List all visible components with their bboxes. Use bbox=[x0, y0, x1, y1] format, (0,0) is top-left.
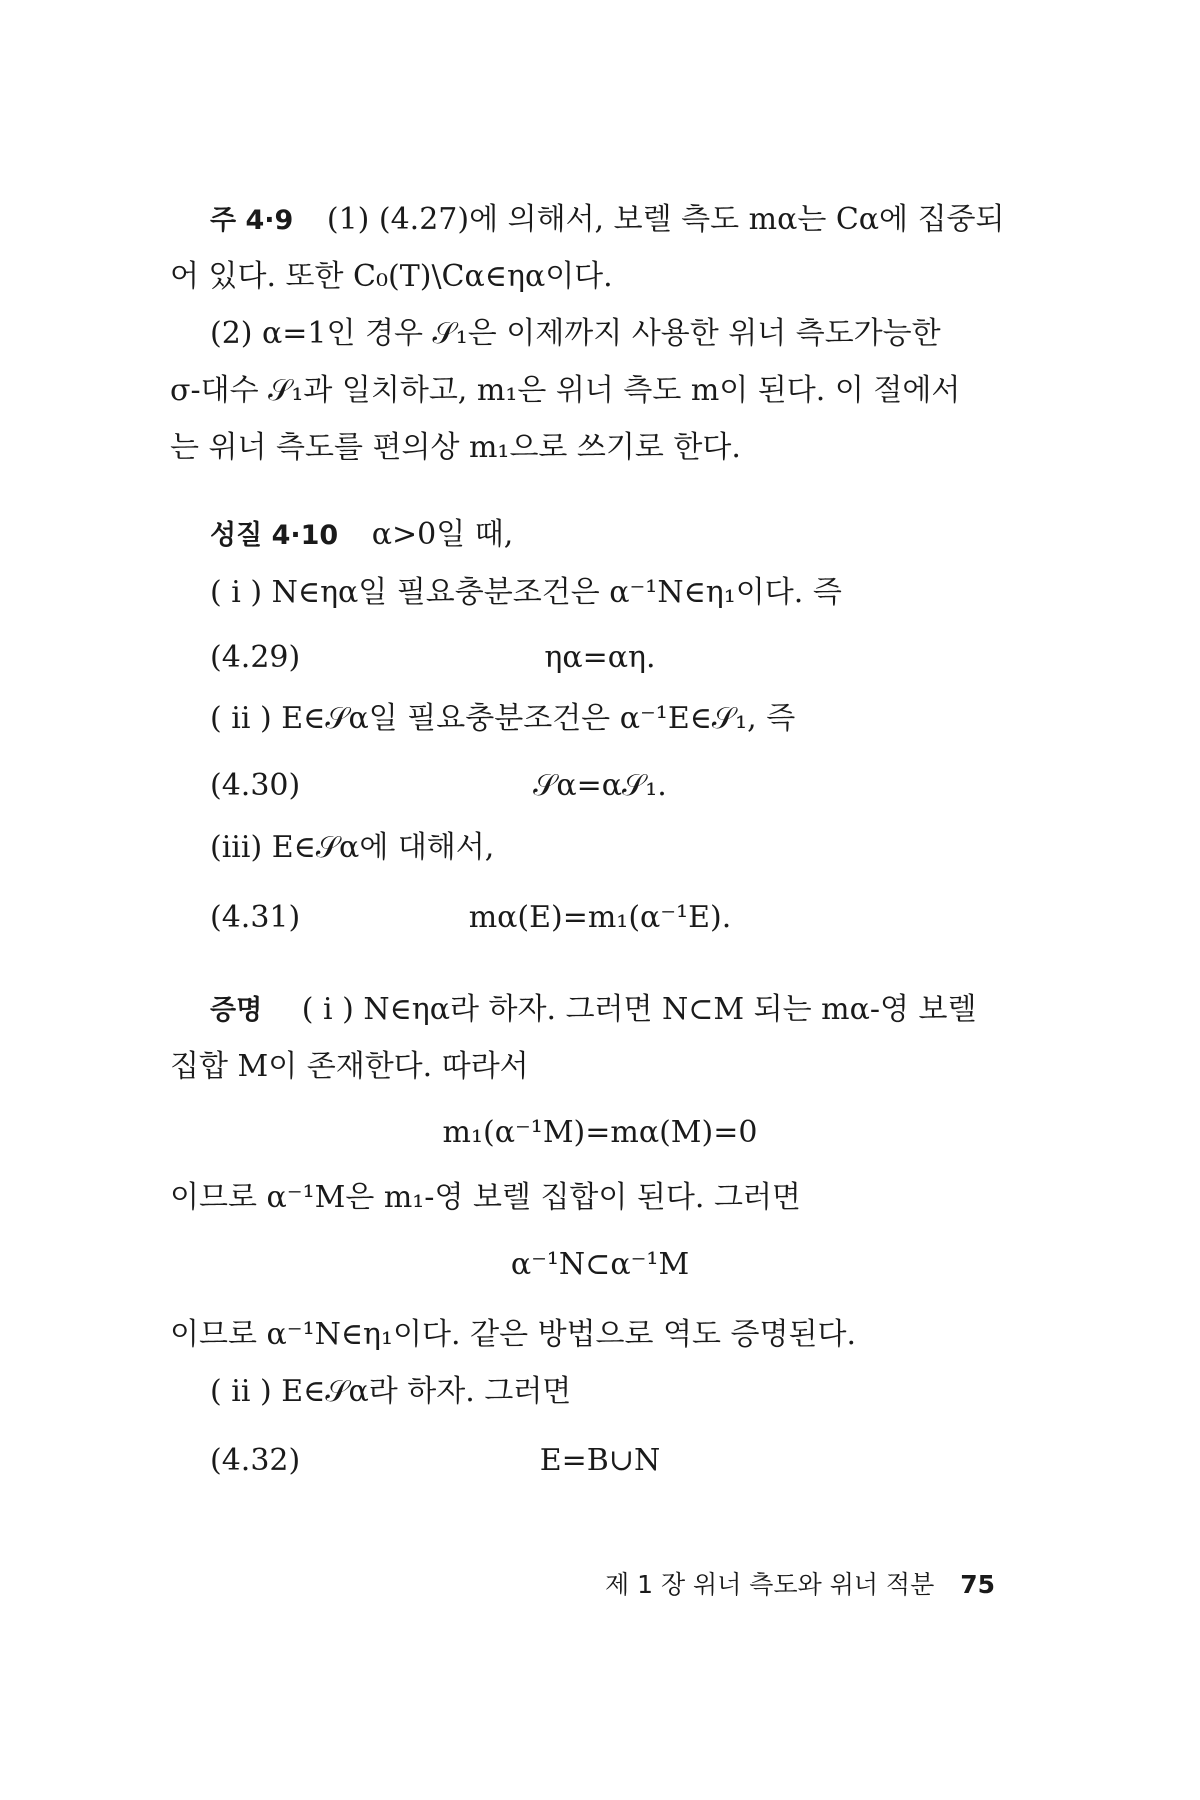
proof-line-4: 이므로 α⁻¹N∈η₁이다. 같은 방법으로 역도 증명된다. bbox=[170, 1317, 856, 1352]
equation-number: (4.31) bbox=[210, 900, 301, 935]
equation-4-30 bbox=[0, 768, 1200, 808]
remark-text-1: (1) (4.27)에 의해서, 보렐 측도 mα는 Cα에 집중되 bbox=[326, 202, 1005, 237]
chapter-title: 제 1 장 위너 측도와 위너 적분 bbox=[605, 1570, 935, 1599]
equation-body: ηα=αη. bbox=[544, 640, 656, 675]
proof-text-1: ( i ) N∈ηα라 하자. 그러면 N⊂M 되는 mα-영 보렐 bbox=[301, 992, 977, 1027]
equation-body: E=B∪N bbox=[539, 1443, 661, 1478]
proof-line-1 bbox=[210, 992, 977, 1027]
proof-label: 증명 bbox=[210, 995, 263, 1026]
remark-label: 주 4·9 bbox=[210, 205, 294, 236]
proof-line-3: 이므로 α⁻¹M은 m₁-영 보렐 집합이 된다. 그러면 bbox=[170, 1180, 801, 1215]
equation-4-29 bbox=[0, 640, 1200, 680]
remark-line-1 bbox=[210, 202, 1005, 237]
property-item-3: (iii) E∈𝒮α에 대해서, bbox=[210, 830, 495, 865]
equation-number: (4.30) bbox=[210, 768, 301, 803]
property-heading bbox=[210, 517, 514, 552]
equation-4-32 bbox=[0, 1443, 1200, 1483]
equation-4-31 bbox=[0, 900, 1200, 940]
property-item-1: ( i ) N∈ηα일 필요충분조건은 α⁻¹N∈η₁이다. 즉 bbox=[210, 575, 842, 610]
proof-line-2: 집합 M이 존재한다. 따라서 bbox=[170, 1049, 529, 1084]
page-footer bbox=[605, 1565, 995, 1601]
page-number: 75 bbox=[960, 1570, 995, 1599]
property-item-2: ( ii ) E∈𝒮α일 필요충분조건은 α⁻¹E∈𝒮₁, 즉 bbox=[210, 701, 796, 736]
equation-number: (4.32) bbox=[210, 1443, 301, 1478]
proof-display-2: α⁻¹N⊂α⁻¹M bbox=[510, 1247, 690, 1282]
equation-body: mα(E)=m₁(α⁻¹E). bbox=[468, 900, 732, 935]
remark-line-2: 어 있다. 또한 C₀(T)\Cα∈ηα이다. bbox=[170, 259, 613, 294]
property-label: 성질 4·10 bbox=[210, 520, 339, 551]
proof-line-5: ( ii ) E∈𝒮α라 하자. 그러면 bbox=[210, 1374, 572, 1409]
property-intro: α>0일 때, bbox=[371, 517, 514, 552]
remark-line-3: (2) α=1인 경우 𝒮₁은 이제까지 사용한 위너 측도가능한 bbox=[210, 316, 941, 351]
equation-number: (4.29) bbox=[210, 640, 301, 675]
remark-line-5: 는 위너 측도를 편의상 m₁으로 쓰기로 한다. bbox=[170, 430, 741, 465]
proof-display-1: m₁(α⁻¹M)=mα(M)=0 bbox=[442, 1115, 758, 1150]
equation-body: 𝒮α=α𝒮₁. bbox=[533, 768, 667, 803]
remark-line-4: σ-대수 𝒮₁과 일치하고, m₁은 위너 측도 m이 된다. 이 절에서 bbox=[170, 373, 961, 408]
